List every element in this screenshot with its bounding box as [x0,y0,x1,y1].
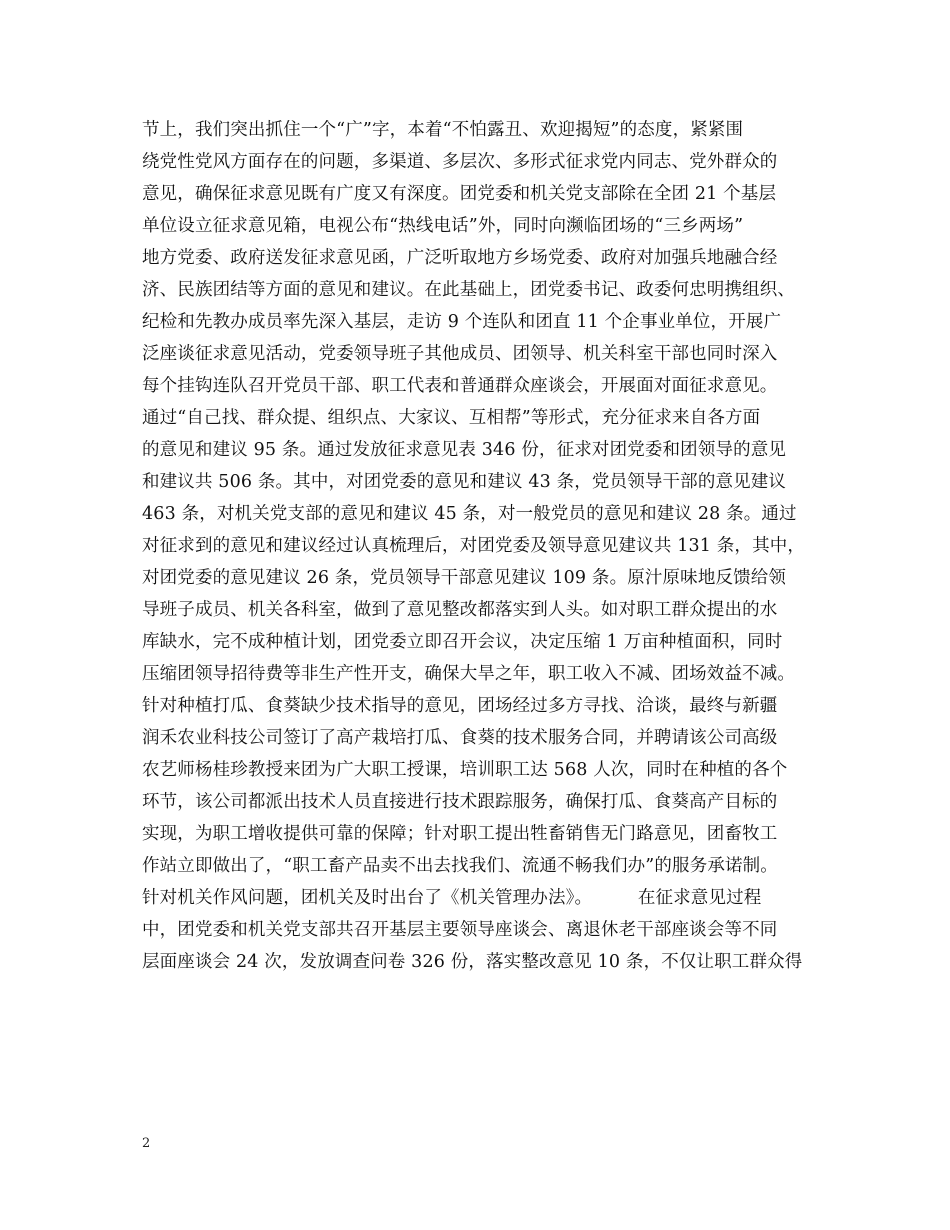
text-line: 绕党性党风方面存在的问题，多渠道、多层次、多形式征求党内同志、党外群众的 [142,152,778,172]
page-number: 2 [142,1136,151,1151]
text-line: 地方党委、政府送发征求意见函，广泛听取地方乡场党委、政府对加强兵地融合经 [142,248,778,268]
text-line: 泛座谈征求意见活动，党委领导班子其他成员、团领导、机关科室干部也同时深入 [142,344,778,364]
text-line: 环节，该公司都派出技术人员直接进行技术跟踪服务，确保打瓜、食葵高产目标的 [142,792,778,812]
text-line: 针对机关作风问题，团机关及时出台了《机关管理办法》。 在征求意见过程 [142,888,762,908]
text-line: 每个挂钩连队召开党员干部、职工代表和普通群众座谈会，开展面对面征求意见。 [142,376,778,396]
text-line: 作站立即做出了，“职工畜产品卖不出去找我们、流通不畅我们办”的服务承诺制。 [142,856,778,876]
text-line: 463 条，对机关党支部的意见和建议 45 条，对一般党员的意见和建议 28 条。通过 [142,504,797,524]
body-text [142,114,832,978]
text-line: 单位设立征求意见箱，电视公布“热线电话”外，同时向濒临团场的“三乡两场” [142,216,744,236]
text-line: 济、民族团结等方面的意见和建议。在此基础上，团党委书记、政委何忠明携组织、 [142,280,796,300]
text-line: 库缺水，完不成种植计划，团党委立即召开会议，决定压缩 1 万亩种植面积，同时 [142,632,783,652]
text-line: 层面座谈会 24 次，发放调查问卷 326 份，落实整改意见 10 条，不仅让职工群众得 [142,952,803,972]
text-line: 纪检和先教办成员率先深入基层，走访 9 个连队和团直 11 个企事业单位，开展广 [142,312,782,332]
text-line: 通过“自己找、群众提、组织点、大家议、互相帮”等形式，充分征求来自各方面 [142,408,761,428]
text-line: 针对种植打瓜、食葵缺少技术指导的意见，团场经过多方寻找、洽谈，最终与新疆 [142,696,778,716]
text-line: 节上，我们突出抓住一个“广”字，本着“不怕露丑、欢迎揭短”的态度，紧紧围 [142,120,744,140]
text-line: 实现，为职工增收提供可靠的保障；针对职工提出牲畜销售无门路意见，团畜牧工 [142,824,778,844]
text-line: 对团党委的意见建议 26 条，党员领导干部意见建议 109 条。原汁原味地反馈给领 [142,568,787,588]
text-line: 润禾农业科技公司签订了高产栽培打瓜、食葵的技术服务合同，并聘请该公司高级 [142,728,778,748]
text-line: 意见，确保征求意见既有广度又有深度。团党委和机关党支部除在全团 21 个基层 [142,184,777,204]
text-line: 农艺师杨桂珍教授来团为广大职工授课，培训职工达 568 人次，同时在种植的各个 [142,760,788,780]
text-line: 导班子成员、机关各科室，做到了意见整改都落实到人头。如对职工群众提出的水 [142,600,778,620]
text-line: 和建议共 506 条。其中，对团党委的意见和建议 43 条，党员领导干部的意见建议 [142,472,787,492]
text-line: 对征求到的意见和建议经过认真梳理后，对团党委及领导意见建议共 131 条，其中， [142,536,806,556]
text-line: 的意见和建议 95 条。通过发放征求意见表 346 份，征求对团党委和团领导的意见 [142,440,787,460]
text-line: 压缩团领导招待费等非生产性开支，确保大旱之年，职工收入不减、团场效益不减。 [142,664,796,684]
text-line: 中，团党委和机关党支部共召开基层主要领导座谈会、离退休老干部座谈会等不同 [142,920,778,940]
